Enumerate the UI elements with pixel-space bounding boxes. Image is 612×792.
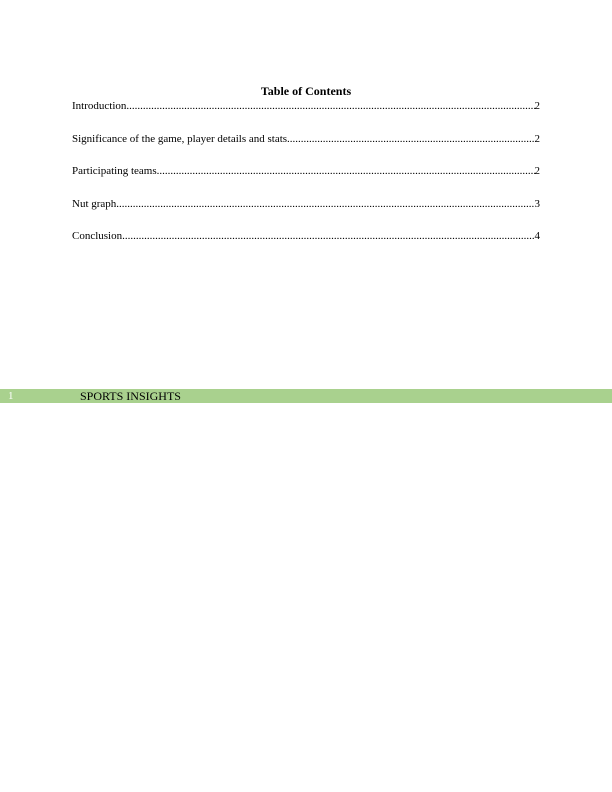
toc-entry-significance[interactable] — [72, 132, 540, 146]
toc-entry-page: 2 — [534, 165, 540, 177]
toc-entry-label: Significance of the game, player details and stats — [72, 132, 288, 145]
toc-entry-label: Introduction — [72, 100, 127, 112]
page-number: 1 — [8, 390, 14, 402]
toc-entry-page: 2 — [534, 132, 540, 145]
toc-dot-leader — [287, 132, 534, 146]
toc-entry-page: 2 — [534, 100, 540, 112]
toc-entry-page: 4 — [534, 230, 540, 242]
toc-entry-label: Conclusion — [72, 230, 123, 242]
toc-entry-participating-teams[interactable] — [72, 164, 540, 178]
toc-heading: Table of Contents — [260, 84, 352, 98]
toc-entry-label: Participating teams — [72, 165, 157, 177]
toc-dot-leader — [157, 164, 535, 178]
toc-entry-introduction[interactable] — [72, 99, 540, 113]
toc-entry-label: Nut graph — [72, 197, 117, 210]
toc-dot-leader — [122, 229, 534, 243]
running-title: SPORTS INSIGHTS — [80, 389, 181, 403]
running-header-band — [0, 389, 612, 403]
toc-entry-page: 3 — [534, 197, 540, 210]
toc-entry-nut-graph[interactable] — [72, 197, 540, 211]
toc-list — [72, 99, 540, 262]
toc-dot-leader — [126, 99, 534, 113]
toc-entry-conclusion[interactable] — [72, 229, 540, 243]
toc-dot-leader — [116, 197, 534, 211]
